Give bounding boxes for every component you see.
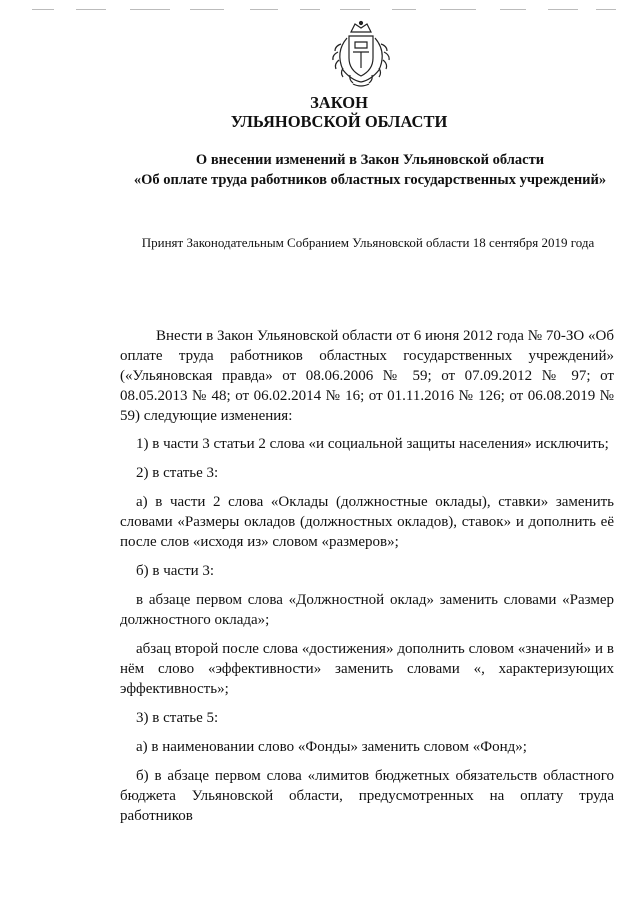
paragraph: б) в части 3: <box>136 563 215 579</box>
paragraph: 3) в статье 5: <box>136 710 219 726</box>
paragraph: Внести в Закон Ульяновской области от 6 июня 2012 года № 70-ЗО «Об оплате труда работников областных государственных учреждений» («Ульяновская правда» от 08.06.2006 № 59; от 07.09.2012 № 97; от 08.05.2013 № 48; от 06.02.2014 № 16; от 01.11.2016 № 126; от 06.08.2019 № 59) следующие изменения: <box>120 328 614 424</box>
paragraph: а) в наименовании слово «Фонды» заменить словом «Фонд»; <box>136 739 527 755</box>
paragraph: 1) в части 3 статьи 2 слова «и социальной защиты населения» исключить; <box>136 436 609 452</box>
adoption-note: Принят Законодательным Собранием Ульяновской области 18 сентября 2019 года <box>141 235 595 250</box>
law-body <box>120 326 614 835</box>
law-subject <box>60 150 640 190</box>
coat-of-arms-emblem <box>325 18 397 90</box>
region-name: УЛЬЯНОВСКОЙ ОБЛАСТИ <box>230 112 448 131</box>
subject-line-2: «Об оплате труда работников областных государственных учреждений» <box>133 172 607 188</box>
paragraph: б) в абзаце первом слова «лимитов бюджетных обязательств областного бюджета Ульяновской области, предусмотренных на оплату труда работников <box>120 768 614 824</box>
paragraph: 2) в статье 3: <box>136 465 219 481</box>
paragraph: абзац второй после слова «достижения» дополнить словом «значений» и в нём слово «эффективности» заменить словами «, характеризующих эффективность»; <box>120 641 614 697</box>
subject-line-1: О внесении изменений в Закон Ульяновской области <box>195 152 545 168</box>
law-heading <box>0 93 640 131</box>
paragraph: а) в части 2 слова «Оклады (должностные оклады), ставки» заменить словами «Размеры окладов (должностных окладов), ставок» и дополнить её после слов «исходя из» словом «размеров»; <box>120 494 614 550</box>
scan-artifact-marks <box>0 6 640 16</box>
paragraph: в абзаце первом слова «Должностной оклад» заменить словами «Размер должностного оклада»; <box>120 592 614 628</box>
law-word: ЗАКОН <box>310 93 368 112</box>
